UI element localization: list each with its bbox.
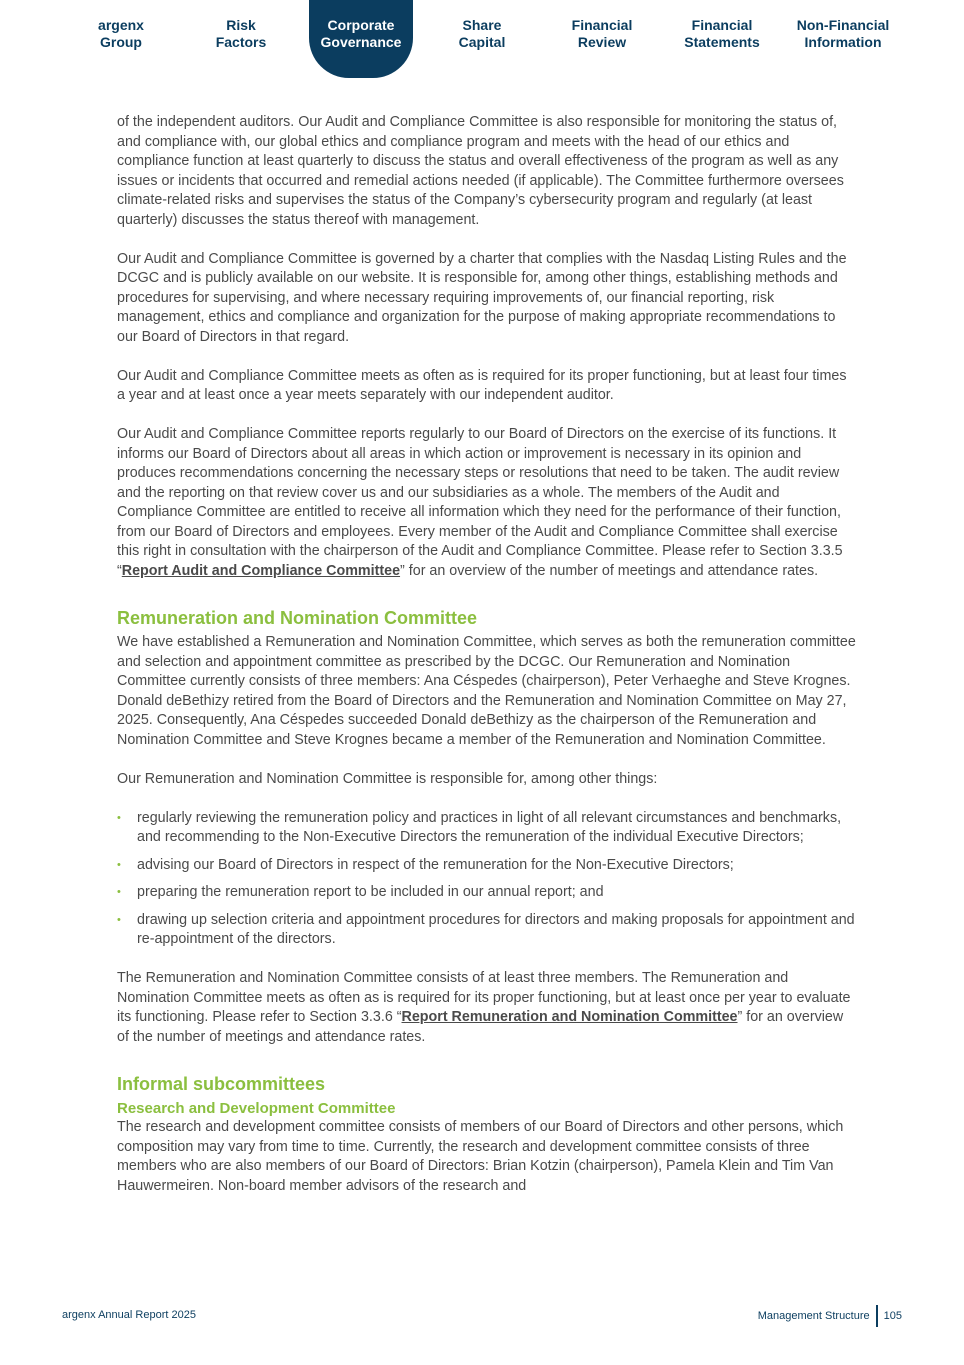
text-segment: The Remuneration and Nomination Committee consists of at least three members. The Remuneration and Nomination Committee meets as often as is required for its proper functioning, but at least once per year to evaluate its functioning. Please refer to Section 3.3.6 “ — [117, 970, 851, 1025]
paragraph-audit-responsibilities: of the independent auditors. Our Audit and Compliance Committee is also responsible for monitoring the status of, and compliance with, our global ethics and compliance program and meets with the head of our ethics and compliance function at least quarterly to discuss the status and overall effectiveness of the program as well as any issues or incidents that occurred and remedial actions needed (if applicable). The Committee furthermore oversees climate-related risks and supervises the status of the Company’s cybersecurity program and regularly (at least quarterly) discusses the status thereof with management. — [117, 114, 844, 228]
paragraph-remuneration-intro: Our Remuneration and Nomination Committee is responsible for, among other things: — [117, 770, 658, 787]
tab-share-capital[interactable] — [430, 0, 534, 78]
tab-label-line2: Information — [804, 34, 882, 50]
tab-label-line2: Review — [577, 34, 627, 50]
tab-label-line1: Risk — [226, 17, 256, 33]
list-item — [117, 856, 857, 876]
top-navigation — [0, 0, 964, 80]
tab-non-financial-information[interactable] — [791, 0, 895, 78]
paragraph-rd-committee: The research and development committee consists of members of our Board of Directors and other persons, which composition may vary from time to time. Currently, the research and development committee consists of three members who are also members of our Board of Directors: Brian Kotzin (chairperson), Pamela Klein and Tim Van Hauwermeiren. Non-board member advisors of the research and — [117, 1119, 844, 1194]
footer-section-name: Management Structure — [757, 1310, 870, 1322]
responsibilities-list — [117, 809, 857, 950]
tab-label-line1: Corporate — [327, 17, 395, 33]
list-item-text: advising our Board of Directors in respect of the remuneration for the Non-Executive Directors; — [137, 856, 734, 873]
list-item — [117, 883, 857, 903]
tab-corporate-governance[interactable] — [309, 0, 413, 78]
heading-remuneration-committee: Remuneration and Nomination Committee — [117, 608, 478, 628]
bullet-icon: • — [117, 886, 121, 898]
tab-label-line1: Financial — [571, 17, 633, 33]
list-item-text: drawing up selection criteria and appointment procedures for directors and making proposals for appointment and re-appointment of the directors. — [137, 911, 855, 947]
tab-financial-statements[interactable] — [670, 0, 774, 78]
main-content — [117, 113, 857, 1216]
bullet-icon: • — [117, 811, 121, 824]
paragraph-remuneration-composition: We have established a Remuneration and Nomination Committee, which serves as both the remuneration committee and selection and appointment committee as prescribed by the DCGC. Our Remuneration and Nomination Committee currently consists of three members: Ana Céspedes (chairperson), Peter Verhaeghe and Steve Krognes. Donald deBethizy retired from the Board of Directors and the Remuneration and Nomination Committee on May 27, 2025. Consequently, Ana Céspedes succeeded Donald deBethizy as the chairperson of the Remuneration and Nomination Committee and Steve Krognes became a member of the Remuneration and Nomination Committee. — [117, 634, 856, 748]
footer-report-title: argenx Annual Report 2025 — [62, 1309, 196, 1321]
heading-informal-subcommittees: Informal subcommittees — [117, 1074, 326, 1094]
tab-label-line1: Share — [462, 17, 502, 33]
link-report-audit-committee[interactable]: Report Audit and Compliance Committee — [121, 562, 401, 579]
bullet-icon: • — [117, 913, 121, 926]
text-segment: ” for an overview of the number of meetings and attendance rates. — [117, 1009, 844, 1045]
paragraph-audit-meetings: Our Audit and Compliance Committee meets as often as is required for its proper functioning, but at least four times a year and at least once a year meets separately with our independent auditor. — [117, 367, 847, 403]
footer-divider — [876, 1305, 878, 1327]
tab-label-line1: Non-Financial — [796, 17, 890, 33]
tab-label-line2: Governance — [320, 34, 402, 50]
tab-risk-factors[interactable] — [189, 0, 293, 78]
list-item — [117, 911, 857, 950]
page-number: 105 — [883, 1310, 902, 1322]
bullet-icon: • — [117, 858, 121, 871]
tab-label-line1: argenx — [98, 17, 144, 33]
tab-argenx-group[interactable] — [69, 0, 173, 78]
tab-label-line2: Capital — [458, 34, 506, 50]
paragraph-remuneration-meetings — [117, 969, 857, 1047]
list-item — [117, 809, 857, 848]
tab-financial-review[interactable] — [550, 0, 654, 78]
paragraph-audit-charter: Our Audit and Compliance Committee is governed by a charter that complies with the Nasdaq Listing Rules and the DCGC and is publicly available on our website. It is responsible for, among other things, establishing methods and procedures for supervising, and where necessary requiring improvements of, our financial reporting, risk management, ethics and compliance and organization for the purpose of making appropriate recommendations to our Board of Directors in that regard. — [117, 250, 847, 345]
heading-rd-committee: Research and Development Committee — [117, 1100, 396, 1117]
tab-label-line2: Factors — [215, 34, 267, 50]
list-item-text: preparing the remuneration report to be included in our annual report; and — [137, 884, 604, 900]
footer-page-info — [758, 1305, 902, 1327]
tab-label-line2: Statements — [684, 34, 760, 50]
text-segment: Our Audit and Compliance Committee reports regularly to our Board of Directors on the exercise of its functions. It informs our Board of Directors about all areas in which action or improvement is necessary in its opinion and produces recommendations concerning the necessary steps or resolutions that need to be taken. The audit review and the reporting on that review cover us and our subsidiaries as a whole. The members of the Audit and Compliance Committee are entitled to receive all information which they need for the performance of their function, from our Board of Directors and employees. Every member of the Audit and Compliance Committee shall exercise this right in consultation with the chairperson of the Audit and Compliance Committee. Please refer to Section 3.3.5 “ — [117, 426, 843, 579]
list-item-text: regularly reviewing the remuneration policy and practices in light of all relevant circumstances and benchmarks, and recommending to the Non-Executive Directors the remuneration of the individual Executive Directors; — [137, 809, 842, 845]
tab-label-line2: Group — [99, 34, 142, 50]
text-segment: ” for an overview of the number of meetings and attendance rates. — [400, 562, 819, 579]
tab-label-line1: Financial — [691, 17, 753, 33]
paragraph-audit-reporting — [117, 425, 857, 581]
link-report-remuneration-committee[interactable]: Report Remuneration and Nomination Committee — [401, 1009, 738, 1025]
